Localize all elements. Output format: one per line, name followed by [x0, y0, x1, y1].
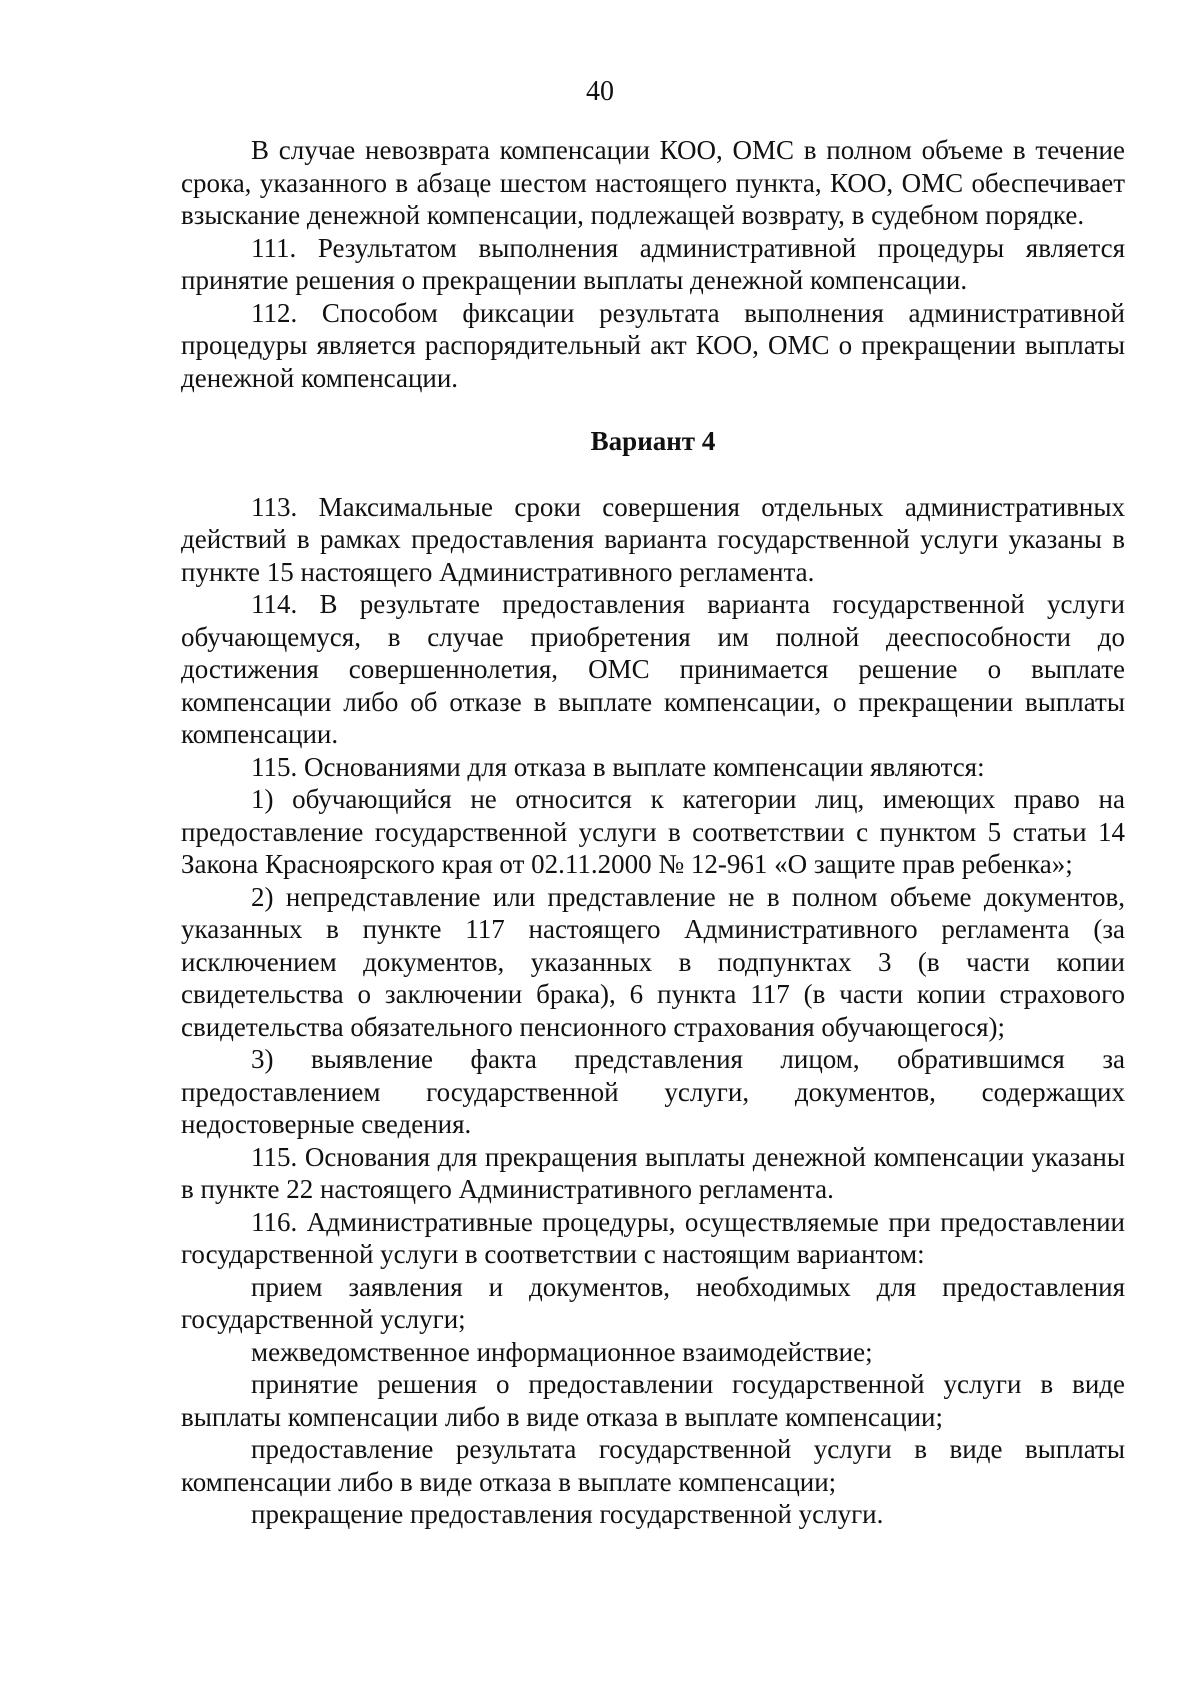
procedure-item-application: прием заявления и документов, необходимых для предоставления государственной услуги;: [181, 1271, 1125, 1334]
list-item-refusal-2: 2) непредставление или представление не в полном объеме документов, указанных в пункте 117 настоящего Административного регламента (за исключением документов, указанных в подпунктах 3 (в части копии свидетельства о заключении брака), 6 пункта 117 (в части копии страхового свидетельства обязательного пенсионного страхования обучающегося);: [181, 881, 1125, 1042]
section-heading-variant-4: Вариант 4: [590, 426, 716, 456]
procedure-item-result: предоставление результата государственной услуги в виде выплаты компенсации либо в виде отказа в выплате компенсации;: [181, 1434, 1125, 1497]
list-item-refusal-1: 1) обучающийся не относится к категории лиц, имеющих право на предоставление государственной услуги в соответствии с пунктом 5 статьи 14 Закона Красноярского края от 02.11.2000 № 12-961 «О защите прав ребенка»;: [181, 784, 1125, 879]
list-item-refusal-3: 3) выявление факта представления лицом, обратившимся за предоставлением государственной услуги, документов, содержащих недостоверные сведения.: [181, 1044, 1125, 1139]
paragraph-115-termination-grounds: 115. Основания для прекращения выплаты денежной компенсации указаны в пункте 22 настоящего Административного регламента.: [181, 1141, 1125, 1204]
page-number: 40: [586, 76, 614, 107]
paragraph-114: 114. В результате предоставления варианта государственной услуги обучающемуся, в случае приобретения им полной дееспособности до достижения совершеннолетия, ОМС принимается решение о выплате компенсации либо об отказе в выплате компенсации, о прекращении выплаты компенсации.: [181, 589, 1125, 749]
paragraph-113: 113. Максимальные сроки совершения отдельных административных действий в рамках предоставления варианта государственной услуги указаны в пункте 15 настоящего Административного регламента.: [181, 491, 1125, 587]
document-body: [181, 134, 1125, 1531]
procedure-item-termination: прекращение предоставления государственной услуги.: [251, 1499, 884, 1529]
paragraph-refund-court: В случае невозврата компенсации КОО, ОМС в полном объеме в течение срока, указанного в абзаце шестом настоящего пункта, КОО, ОМС обеспечивает взыскание денежной компенсации, подлежащей возврату, в судебном порядке.: [181, 135, 1125, 230]
procedure-item-decision: принятие решения о предоставлении государственной услуги в виде выплаты компенсации либо в виде отказа в выплате компенсации;: [181, 1369, 1125, 1432]
paragraph-112: 112. Способом фиксации результата выполнения административной процедуры является распорядительный акт КОО, ОМС о прекращении выплаты денежной компенсации.: [181, 297, 1125, 393]
paragraph-111: 111. Результатом выполнения административной процедуры является принятие решения о прекращении выплаты денежной компенсации.: [181, 232, 1125, 295]
paragraph-116: 116. Административные процедуры, осуществляемые при предоставлении государственной услуги в соответствии с настоящим вариантом:: [181, 1206, 1125, 1269]
paragraph-115-refusal-grounds: 115. Основаниями для отказа в выплате компенсации являются:: [251, 751, 985, 782]
procedure-item-interagency: межведомственное информационное взаимодействие;: [251, 1336, 873, 1367]
